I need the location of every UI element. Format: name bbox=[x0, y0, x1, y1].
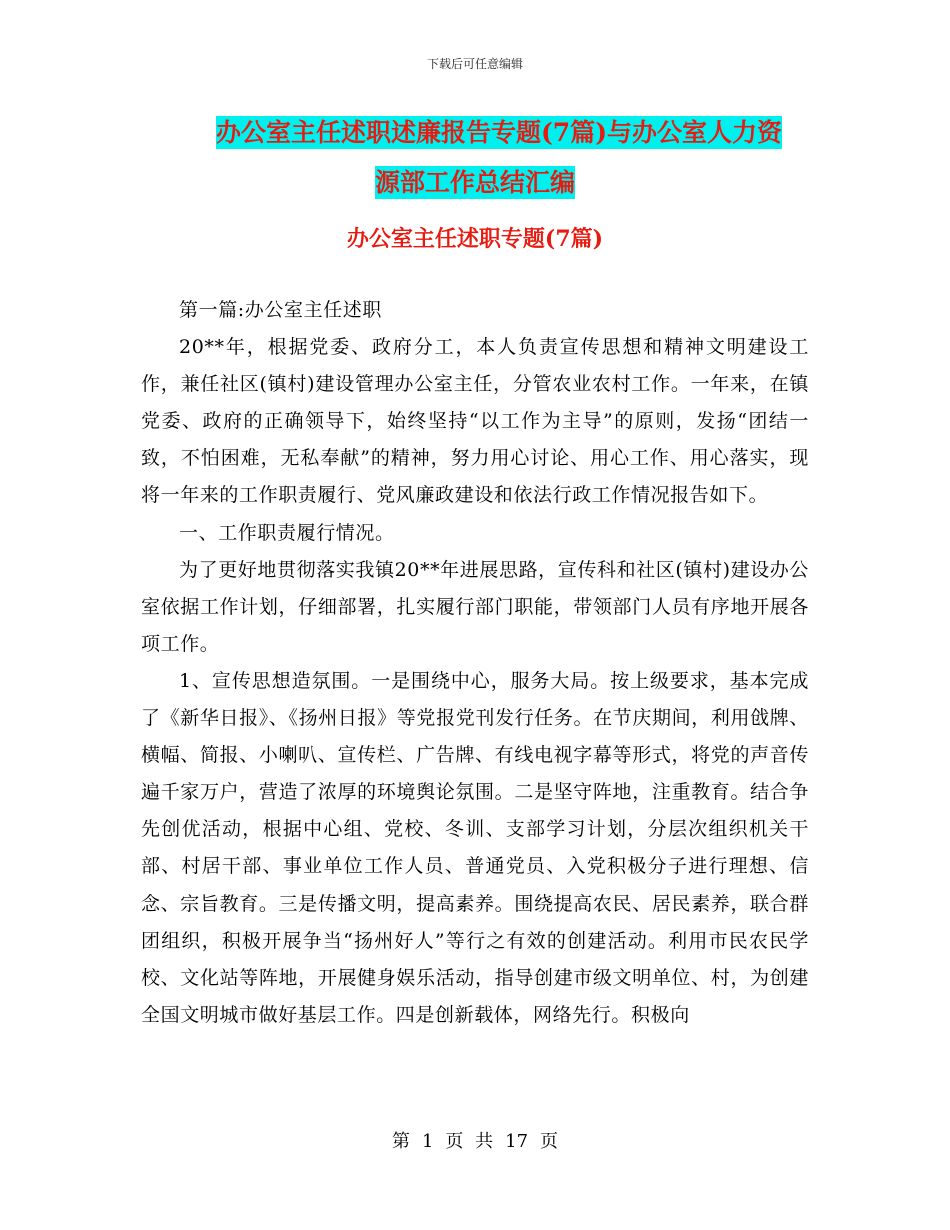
footer-middle: 页 共 bbox=[445, 1131, 494, 1152]
paragraph-subheading: 一、工作职责履行情况。 bbox=[179, 521, 395, 544]
footer-suffix: 页 bbox=[540, 1131, 559, 1152]
paragraph: 20**年，根据党委、政府分工，本人负责宣传思想和精神文明建设工作，兼任社区(镇村)建设管理办公室主任，分管农业农村工作。一年来，在镇党委、政府的正确领导下，始终坚持“以工作为主导”的原则，发扬“团结一致，不怕困难，无私奉献”的精神，努力用心讨论、用心工作、用心落实，现将一年来的工作职责履行、党风廉政建设和依法行政工作情况报告如下。 bbox=[141, 336, 809, 507]
document-body bbox=[141, 292, 809, 1034]
paragraph: 1、宣传思想造氛围。一是围绕中心，服务大局。按上级要求，基本完成了《新华日报》、《扬州日报》等党报党刊发行任务。在节庆期间，利用戗牌、横幅、简报、小喇叭、宣传栏、广告牌、有线电视字幕等形式，将党的声音传遍千家万户，营造了浓厚的环境舆论氛围。二是坚守阵地，注重教育。结合争先创优活动，根据中心组、党校、冬训、支部学习计划，分层次组织机关干部、村居干部、事业单位工作人员、普通党员、入党积极分子进行理想、信念、宗旨教育。三是传播文明，提高素养。围绕提高农民、居民素养，联合群团组织，积极开展争当“扬州好人”等行之有效的创建活动。利用市民农民学校、文化站等阵地，开展健身娱乐活动，指导创建市级文明单位、村，为创建全国文明城市做好基层工作。四是创新载体，网络先行。积极向 bbox=[141, 669, 809, 1026]
page-footer bbox=[0, 1127, 950, 1153]
paragraph-chapter-heading: 第一篇:办公室主任述职 bbox=[179, 299, 383, 321]
title-line-1: 办公室主任述职述廉报告专题(7篇)与办公室人力资 bbox=[215, 118, 783, 147]
paragraph: 为了更好地贯彻落实我镇20**年进展思路，宣传科和社区(镇村)建设办公室依据工作计划，仔细部署，扎实履行部门职能，带领部门人员有序地开展各项工作。 bbox=[141, 558, 810, 655]
document-title bbox=[0, 108, 950, 208]
section-title: 办公室主任述职专题(7篇) bbox=[346, 226, 604, 252]
current-page-number: 1 bbox=[421, 1131, 434, 1152]
header-note: 下载后可任意编辑 bbox=[426, 57, 523, 71]
footer-prefix: 第 bbox=[391, 1131, 410, 1152]
title-line-2: 源部工作总结汇编 bbox=[374, 168, 575, 197]
total-pages: 17 bbox=[505, 1131, 529, 1152]
